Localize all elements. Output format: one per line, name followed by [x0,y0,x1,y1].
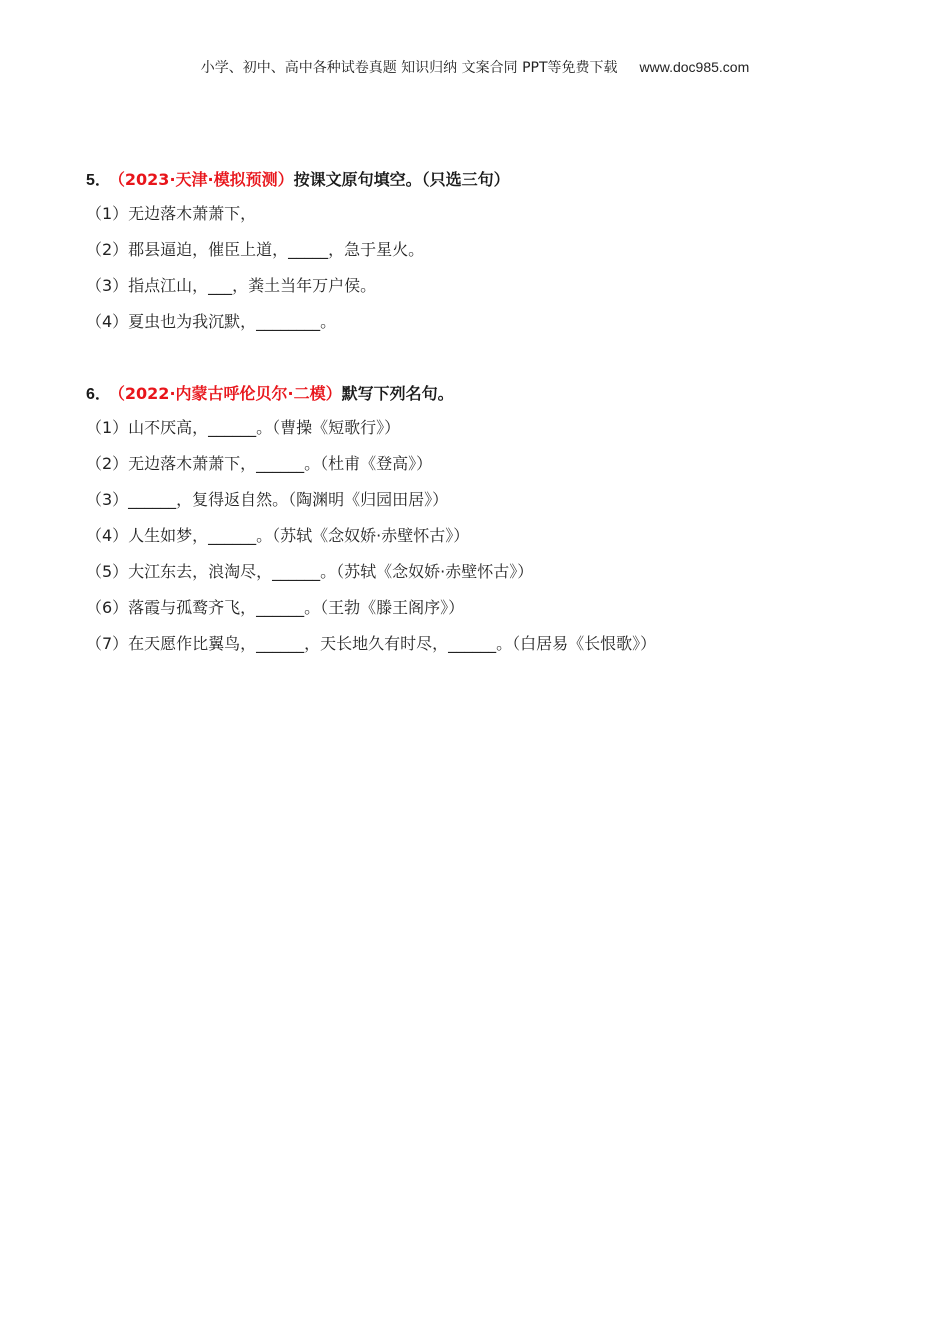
question-6-item-3: （3）______，复得返自然。（陶渊明《归园田居》） [86,490,449,509]
question-6-title [86,382,886,406]
question-6-item-7: （7）在天愿作比翼鸟，______，天长地久有时尽，______。（白居易《长恨歌》） [86,634,657,653]
question-6-items [86,416,886,668]
question-6-item-6: （6）落霞与孤鹜齐飞，______。（王勃《滕王阁序》） [86,598,465,617]
question-5-items [86,202,886,346]
question-5-item-2: （2）郡县逼迫，催臣上道，_____，急于星火。 [86,240,425,259]
question-5-item-1: （1）无边落木萧萧下， [86,204,257,223]
question-6-item-5: （5）大江东去，浪淘尽，______。（苏轼《念奴娇·赤壁怀古》） [86,562,534,581]
question-6-number: 6． [86,386,111,403]
question-5-title [86,168,886,192]
header-text: 小学、初中、高中各种试卷真题 知识归纳 文案合同 PPT等免费下载 [200,60,618,76]
question-5-instruction: 按课文原句填空。（只选三句） [293,170,510,189]
question-5-number: 5． [86,172,111,189]
page-header [0,57,950,77]
question-5-item-3: （3）指点江山，___，粪土当年万户侯。 [86,276,377,295]
question-6-item-4: （4）人生如梦，______。（苏轼《念奴娇·赤壁怀古》） [86,526,470,545]
header-site-link[interactable]: www.doc985.com [639,59,750,75]
question-6-item-1: （1）山不厌高，______。（曹操《短歌行》） [86,418,401,437]
question-5-source: （2023·天津·模拟预测） [116,170,294,189]
question-6-item-2: （2）无边落木萧萧下，______。（杜甫《登高》） [86,454,433,473]
question-5 [86,168,886,346]
question-6-instruction: 默写下列名句。 [341,384,454,403]
question-6 [86,382,886,668]
question-5-item-4: （4）夏虫也为我沉默，________。 [86,312,337,331]
question-6-source: （2022·内蒙古呼伦贝尔·二模） [116,384,342,403]
